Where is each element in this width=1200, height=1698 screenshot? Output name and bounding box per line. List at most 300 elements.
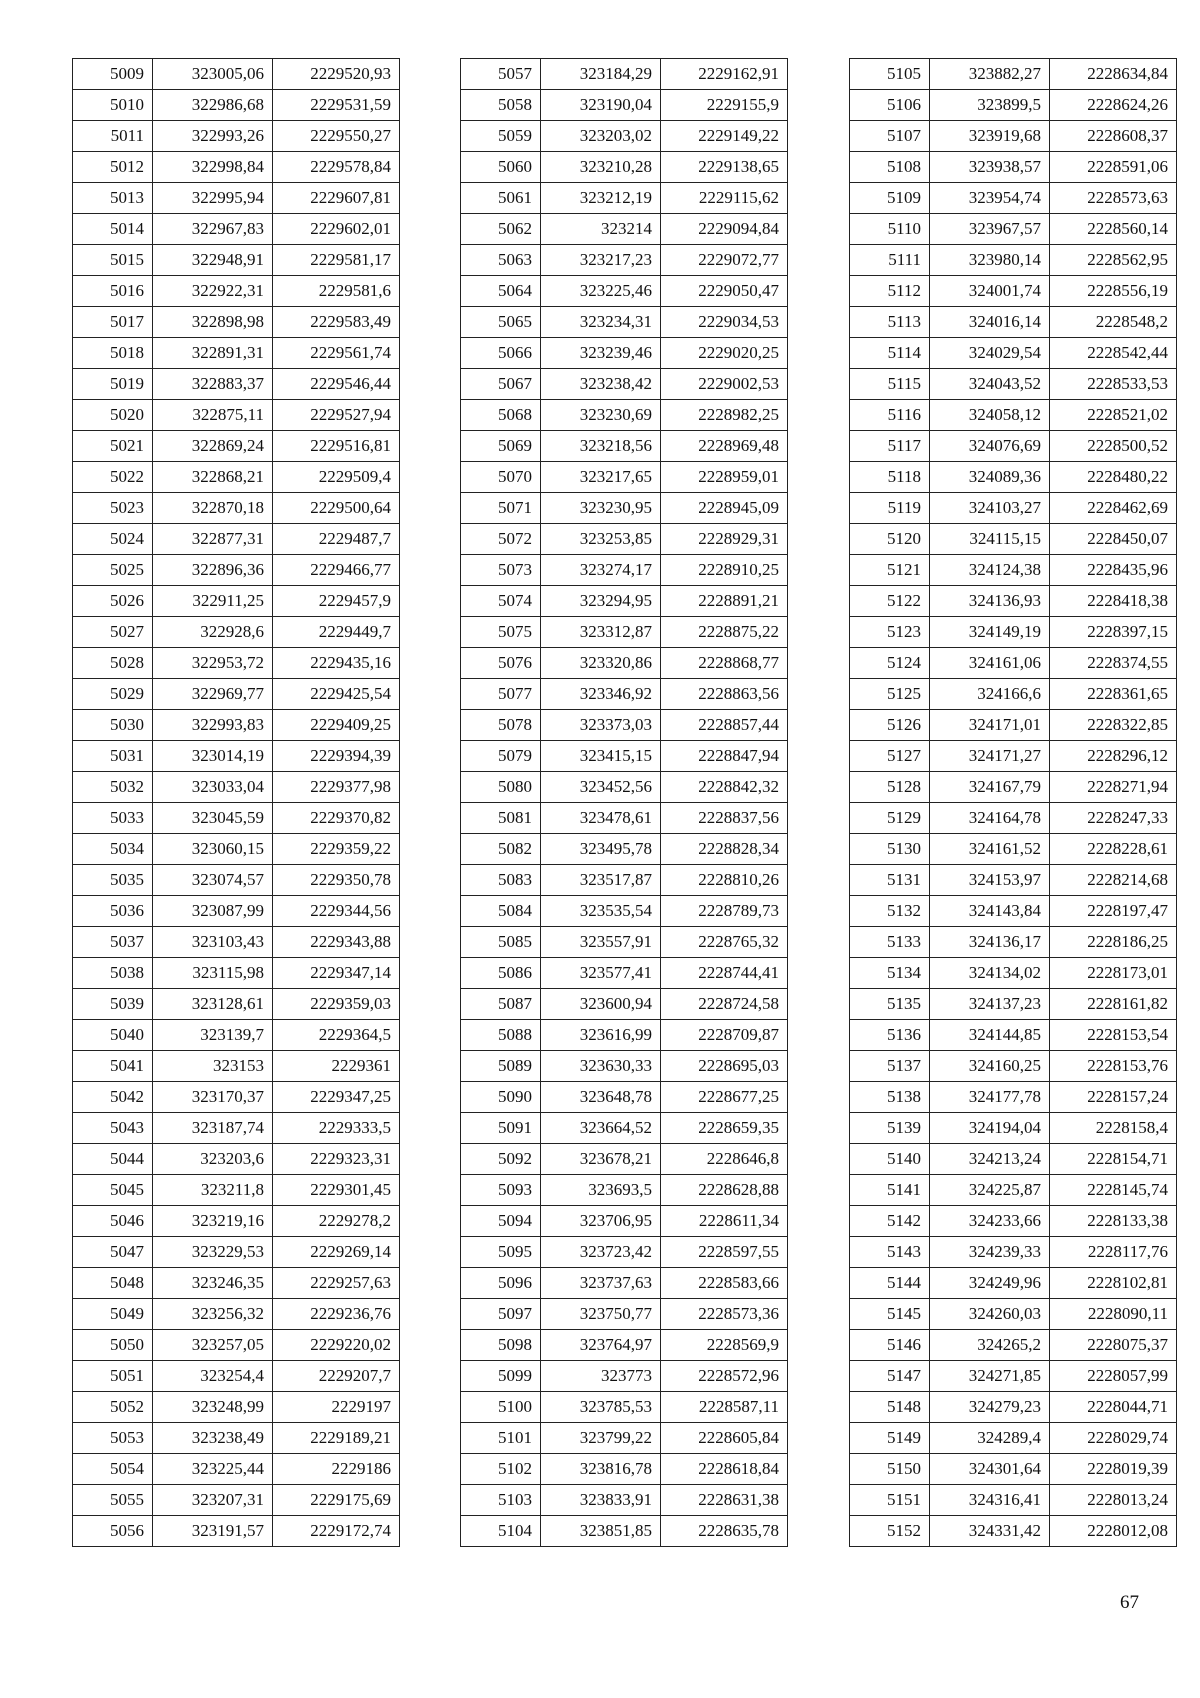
point-number-cell: 5045 [73, 1175, 153, 1206]
table-row [850, 1454, 1177, 1485]
y-coordinate-cell: 2229509,4 [273, 462, 400, 493]
y-coordinate-cell: 2229578,84 [273, 152, 400, 183]
x-coordinate-cell: 323919,68 [930, 121, 1050, 152]
table-row [73, 586, 400, 617]
table-row [73, 1330, 400, 1361]
x-coordinate-cell: 323229,53 [153, 1237, 273, 1268]
y-coordinate-cell: 2229020,25 [661, 338, 788, 369]
point-number-cell: 5128 [850, 772, 930, 803]
y-coordinate-cell: 2228562,95 [1050, 245, 1177, 276]
x-coordinate-cell: 322870,18 [153, 493, 273, 524]
table-row [850, 121, 1177, 152]
table-row [461, 1206, 788, 1237]
point-number-cell: 5094 [461, 1206, 541, 1237]
x-coordinate-cell: 323005,06 [153, 59, 273, 90]
y-coordinate-cell: 2228810,26 [661, 865, 788, 896]
table-row [73, 648, 400, 679]
y-coordinate-cell: 2229359,22 [273, 834, 400, 865]
y-coordinate-cell: 2228847,94 [661, 741, 788, 772]
y-coordinate-cell: 2228569,9 [661, 1330, 788, 1361]
y-coordinate-cell: 2229359,03 [273, 989, 400, 1020]
table-row [73, 1516, 400, 1547]
table-row [461, 1020, 788, 1051]
point-number-cell: 5147 [850, 1361, 930, 1392]
point-number-cell: 5112 [850, 276, 930, 307]
x-coordinate-cell: 323248,99 [153, 1392, 273, 1423]
table-row [850, 1082, 1177, 1113]
table-row [73, 1051, 400, 1082]
y-coordinate-cell: 2228709,87 [661, 1020, 788, 1051]
y-coordinate-cell: 2228646,8 [661, 1144, 788, 1175]
y-coordinate-cell: 2229207,7 [273, 1361, 400, 1392]
point-number-cell: 5061 [461, 183, 541, 214]
table-row [73, 958, 400, 989]
point-number-cell: 5132 [850, 896, 930, 927]
y-coordinate-cell: 2228271,94 [1050, 772, 1177, 803]
y-coordinate-cell: 2228959,01 [661, 462, 788, 493]
x-coordinate-cell: 324177,78 [930, 1082, 1050, 1113]
x-coordinate-cell: 324249,96 [930, 1268, 1050, 1299]
table-row [850, 741, 1177, 772]
point-number-cell: 5137 [850, 1051, 930, 1082]
x-coordinate-cell: 324136,17 [930, 927, 1050, 958]
point-number-cell: 5104 [461, 1516, 541, 1547]
table-row [73, 617, 400, 648]
x-coordinate-cell: 322896,36 [153, 555, 273, 586]
point-number-cell: 5119 [850, 493, 930, 524]
y-coordinate-cell: 2228608,37 [1050, 121, 1177, 152]
point-number-cell: 5135 [850, 989, 930, 1020]
table-row [461, 586, 788, 617]
point-number-cell: 5034 [73, 834, 153, 865]
point-number-cell: 5051 [73, 1361, 153, 1392]
x-coordinate-cell: 324194,04 [930, 1113, 1050, 1144]
table-row [850, 1392, 1177, 1423]
x-coordinate-cell: 324279,23 [930, 1392, 1050, 1423]
y-coordinate-cell: 2229050,47 [661, 276, 788, 307]
x-coordinate-cell: 323495,78 [541, 834, 661, 865]
y-coordinate-cell: 2229344,56 [273, 896, 400, 927]
point-number-cell: 5149 [850, 1423, 930, 1454]
point-number-cell: 5027 [73, 617, 153, 648]
x-coordinate-cell: 323967,57 [930, 214, 1050, 245]
x-coordinate-cell: 324167,79 [930, 772, 1050, 803]
x-coordinate-cell: 323577,41 [541, 958, 661, 989]
y-coordinate-cell: 2228296,12 [1050, 741, 1177, 772]
x-coordinate-cell: 324265,2 [930, 1330, 1050, 1361]
table-row [850, 1113, 1177, 1144]
y-coordinate-cell: 2228322,85 [1050, 710, 1177, 741]
x-coordinate-cell: 323203,6 [153, 1144, 273, 1175]
x-coordinate-cell: 323899,5 [930, 90, 1050, 121]
table-row [461, 524, 788, 555]
x-coordinate-cell: 323816,78 [541, 1454, 661, 1485]
point-number-cell: 5025 [73, 555, 153, 586]
y-coordinate-cell: 2229527,94 [273, 400, 400, 431]
point-number-cell: 5017 [73, 307, 153, 338]
x-coordinate-cell: 323415,15 [541, 741, 661, 772]
x-coordinate-cell: 322967,83 [153, 214, 273, 245]
y-coordinate-cell: 2229115,62 [661, 183, 788, 214]
x-coordinate-cell: 323210,28 [541, 152, 661, 183]
y-coordinate-cell: 2228635,78 [661, 1516, 788, 1547]
x-coordinate-cell: 324103,27 [930, 493, 1050, 524]
x-coordinate-cell: 324316,41 [930, 1485, 1050, 1516]
table-row [73, 1361, 400, 1392]
table-row [850, 1175, 1177, 1206]
y-coordinate-cell: 2228789,73 [661, 896, 788, 927]
x-coordinate-cell: 322993,83 [153, 710, 273, 741]
x-coordinate-cell: 323320,86 [541, 648, 661, 679]
point-number-cell: 5024 [73, 524, 153, 555]
x-coordinate-cell: 323060,15 [153, 834, 273, 865]
point-number-cell: 5041 [73, 1051, 153, 1082]
x-coordinate-cell: 322995,94 [153, 183, 273, 214]
point-number-cell: 5067 [461, 369, 541, 400]
x-coordinate-cell: 323128,61 [153, 989, 273, 1020]
table-row [73, 431, 400, 462]
point-number-cell: 5138 [850, 1082, 930, 1113]
table-row [461, 1423, 788, 1454]
point-number-cell: 5057 [461, 59, 541, 90]
table-row [461, 1299, 788, 1330]
y-coordinate-cell: 2229435,16 [273, 648, 400, 679]
x-coordinate-cell: 322898,98 [153, 307, 273, 338]
table-row [73, 400, 400, 431]
table-row [850, 183, 1177, 214]
y-coordinate-cell: 2228891,21 [661, 586, 788, 617]
table-row [461, 400, 788, 431]
y-coordinate-cell: 2229581,17 [273, 245, 400, 276]
point-number-cell: 5101 [461, 1423, 541, 1454]
point-number-cell: 5127 [850, 741, 930, 772]
y-coordinate-cell: 2228533,53 [1050, 369, 1177, 400]
x-coordinate-cell: 323616,99 [541, 1020, 661, 1051]
table-row [461, 865, 788, 896]
table-row [73, 803, 400, 834]
point-number-cell: 5130 [850, 834, 930, 865]
y-coordinate-cell: 2228013,24 [1050, 1485, 1177, 1516]
x-coordinate-cell: 323980,14 [930, 245, 1050, 276]
point-number-cell: 5151 [850, 1485, 930, 1516]
table-row [73, 121, 400, 152]
point-number-cell: 5065 [461, 307, 541, 338]
table-row [461, 710, 788, 741]
table-row [850, 710, 1177, 741]
table-row [850, 276, 1177, 307]
point-number-cell: 5009 [73, 59, 153, 90]
x-coordinate-cell: 323190,04 [541, 90, 661, 121]
y-coordinate-cell: 2229364,5 [273, 1020, 400, 1051]
x-coordinate-cell: 324225,87 [930, 1175, 1050, 1206]
x-coordinate-cell: 323664,52 [541, 1113, 661, 1144]
point-number-cell: 5070 [461, 462, 541, 493]
point-number-cell: 5080 [461, 772, 541, 803]
y-coordinate-cell: 2228158,4 [1050, 1113, 1177, 1144]
y-coordinate-cell: 2228618,84 [661, 1454, 788, 1485]
point-number-cell: 5089 [461, 1051, 541, 1082]
y-coordinate-cell: 2228197,47 [1050, 896, 1177, 927]
x-coordinate-cell: 323074,57 [153, 865, 273, 896]
table-row [850, 338, 1177, 369]
point-number-cell: 5048 [73, 1268, 153, 1299]
x-coordinate-cell: 322875,11 [153, 400, 273, 431]
table-row [461, 1144, 788, 1175]
table-row [850, 1423, 1177, 1454]
table-row [850, 400, 1177, 431]
x-coordinate-cell: 323246,35 [153, 1268, 273, 1299]
point-number-cell: 5039 [73, 989, 153, 1020]
y-coordinate-cell: 2229425,54 [273, 679, 400, 710]
x-coordinate-cell: 323478,61 [541, 803, 661, 834]
y-coordinate-cell: 2228075,37 [1050, 1330, 1177, 1361]
y-coordinate-cell: 2228012,08 [1050, 1516, 1177, 1547]
point-number-cell: 5086 [461, 958, 541, 989]
point-number-cell: 5064 [461, 276, 541, 307]
point-number-cell: 5012 [73, 152, 153, 183]
x-coordinate-cell: 322868,21 [153, 462, 273, 493]
x-coordinate-cell: 323630,33 [541, 1051, 661, 1082]
y-coordinate-cell: 2228102,81 [1050, 1268, 1177, 1299]
point-number-cell: 5100 [461, 1392, 541, 1423]
point-number-cell: 5031 [73, 741, 153, 772]
y-coordinate-cell: 2229186 [273, 1454, 400, 1485]
table-row [461, 1113, 788, 1144]
point-number-cell: 5118 [850, 462, 930, 493]
table-row [850, 493, 1177, 524]
point-number-cell: 5079 [461, 741, 541, 772]
y-coordinate-cell: 2229602,01 [273, 214, 400, 245]
y-coordinate-cell: 2228572,96 [661, 1361, 788, 1392]
y-coordinate-cell: 2228173,01 [1050, 958, 1177, 989]
y-coordinate-cell: 2229520,93 [273, 59, 400, 90]
table-row [73, 90, 400, 121]
x-coordinate-cell: 323294,95 [541, 586, 661, 617]
point-number-cell: 5139 [850, 1113, 930, 1144]
point-number-cell: 5136 [850, 1020, 930, 1051]
point-number-cell: 5146 [850, 1330, 930, 1361]
point-number-cell: 5113 [850, 307, 930, 338]
table-row [850, 431, 1177, 462]
x-coordinate-cell: 323693,5 [541, 1175, 661, 1206]
x-coordinate-cell: 323773 [541, 1361, 661, 1392]
table-row [461, 1361, 788, 1392]
x-coordinate-cell: 323238,42 [541, 369, 661, 400]
y-coordinate-cell: 2228480,22 [1050, 462, 1177, 493]
y-coordinate-cell: 2229155,9 [661, 90, 788, 121]
point-number-cell: 5126 [850, 710, 930, 741]
point-number-cell: 5011 [73, 121, 153, 152]
x-coordinate-cell: 323737,63 [541, 1268, 661, 1299]
point-number-cell: 5133 [850, 927, 930, 958]
point-number-cell: 5040 [73, 1020, 153, 1051]
y-coordinate-cell: 2229301,45 [273, 1175, 400, 1206]
y-coordinate-cell: 2229361 [273, 1051, 400, 1082]
table-row [461, 1175, 788, 1206]
table-row [850, 524, 1177, 555]
point-number-cell: 5054 [73, 1454, 153, 1485]
x-coordinate-cell: 324239,33 [930, 1237, 1050, 1268]
y-coordinate-cell: 2228857,44 [661, 710, 788, 741]
coordinates-table-1 [72, 58, 400, 1547]
point-number-cell: 5030 [73, 710, 153, 741]
table-row [73, 1020, 400, 1051]
point-number-cell: 5078 [461, 710, 541, 741]
point-number-cell: 5038 [73, 958, 153, 989]
table-row [850, 1051, 1177, 1082]
point-number-cell: 5043 [73, 1113, 153, 1144]
y-coordinate-cell: 2229002,53 [661, 369, 788, 400]
x-coordinate-cell: 324001,74 [930, 276, 1050, 307]
y-coordinate-cell: 2228556,19 [1050, 276, 1177, 307]
table-row [461, 927, 788, 958]
point-number-cell: 5032 [73, 772, 153, 803]
point-number-cell: 5052 [73, 1392, 153, 1423]
x-coordinate-cell: 323219,16 [153, 1206, 273, 1237]
x-coordinate-cell: 324171,01 [930, 710, 1050, 741]
x-coordinate-cell: 324233,66 [930, 1206, 1050, 1237]
x-coordinate-cell: 323184,29 [541, 59, 661, 90]
y-coordinate-cell: 2228214,68 [1050, 865, 1177, 896]
table-row [73, 1082, 400, 1113]
y-coordinate-cell: 2229449,7 [273, 617, 400, 648]
table-row [461, 1330, 788, 1361]
point-number-cell: 5116 [850, 400, 930, 431]
point-number-cell: 5074 [461, 586, 541, 617]
point-number-cell: 5106 [850, 90, 930, 121]
table-row [850, 958, 1177, 989]
x-coordinate-cell: 323535,54 [541, 896, 661, 927]
point-number-cell: 5081 [461, 803, 541, 834]
y-coordinate-cell: 2229531,59 [273, 90, 400, 121]
y-coordinate-cell: 2228462,69 [1050, 493, 1177, 524]
x-coordinate-cell: 324164,78 [930, 803, 1050, 834]
x-coordinate-cell: 323212,19 [541, 183, 661, 214]
table-row [73, 214, 400, 245]
x-coordinate-cell: 324016,14 [930, 307, 1050, 338]
y-coordinate-cell: 2229236,76 [273, 1299, 400, 1330]
table-row [73, 183, 400, 214]
y-coordinate-cell: 2228019,39 [1050, 1454, 1177, 1485]
x-coordinate-cell: 323103,43 [153, 927, 273, 958]
y-coordinate-cell: 2229333,5 [273, 1113, 400, 1144]
table-row [73, 1392, 400, 1423]
table-row [850, 989, 1177, 1020]
x-coordinate-cell: 323230,95 [541, 493, 661, 524]
y-coordinate-cell: 2228521,02 [1050, 400, 1177, 431]
y-coordinate-cell: 2228605,84 [661, 1423, 788, 1454]
point-number-cell: 5142 [850, 1206, 930, 1237]
point-number-cell: 5069 [461, 431, 541, 462]
x-coordinate-cell: 323230,69 [541, 400, 661, 431]
y-coordinate-cell: 2228153,76 [1050, 1051, 1177, 1082]
point-number-cell: 5022 [73, 462, 153, 493]
y-coordinate-cell: 2228153,54 [1050, 1020, 1177, 1051]
table-row [73, 834, 400, 865]
table-row [850, 1485, 1177, 1516]
y-coordinate-cell: 2228659,35 [661, 1113, 788, 1144]
table-row [73, 1485, 400, 1516]
y-coordinate-cell: 2228724,58 [661, 989, 788, 1020]
point-number-cell: 5018 [73, 338, 153, 369]
table-row [850, 834, 1177, 865]
table-row [461, 958, 788, 989]
table-row [461, 1268, 788, 1299]
table-row [850, 1268, 1177, 1299]
y-coordinate-cell: 2228611,34 [661, 1206, 788, 1237]
table-row [850, 462, 1177, 493]
x-coordinate-cell: 324331,42 [930, 1516, 1050, 1547]
y-coordinate-cell: 2228500,52 [1050, 431, 1177, 462]
y-coordinate-cell: 2229343,88 [273, 927, 400, 958]
x-coordinate-cell: 323723,42 [541, 1237, 661, 1268]
x-coordinate-cell: 324089,36 [930, 462, 1050, 493]
point-number-cell: 5123 [850, 617, 930, 648]
x-coordinate-cell: 323257,05 [153, 1330, 273, 1361]
y-coordinate-cell: 2228583,66 [661, 1268, 788, 1299]
y-coordinate-cell: 2228842,32 [661, 772, 788, 803]
x-coordinate-cell: 323452,56 [541, 772, 661, 803]
table-row [461, 772, 788, 803]
y-coordinate-cell: 2229466,77 [273, 555, 400, 586]
table-row [850, 927, 1177, 958]
y-coordinate-cell: 2228548,2 [1050, 307, 1177, 338]
x-coordinate-cell: 323014,19 [153, 741, 273, 772]
y-coordinate-cell: 2228090,11 [1050, 1299, 1177, 1330]
point-number-cell: 5150 [850, 1454, 930, 1485]
x-coordinate-cell: 323256,32 [153, 1299, 273, 1330]
point-number-cell: 5131 [850, 865, 930, 896]
y-coordinate-cell: 2229278,2 [273, 1206, 400, 1237]
table-row [461, 90, 788, 121]
point-number-cell: 5143 [850, 1237, 930, 1268]
point-number-cell: 5046 [73, 1206, 153, 1237]
y-coordinate-cell: 2229175,69 [273, 1485, 400, 1516]
y-coordinate-cell: 2229394,39 [273, 741, 400, 772]
table-row [73, 555, 400, 586]
y-coordinate-cell: 2228765,32 [661, 927, 788, 958]
x-coordinate-cell: 323600,94 [541, 989, 661, 1020]
point-number-cell: 5073 [461, 555, 541, 586]
table-row [73, 865, 400, 896]
point-number-cell: 5122 [850, 586, 930, 617]
x-coordinate-cell: 323833,91 [541, 1485, 661, 1516]
x-coordinate-cell: 323217,65 [541, 462, 661, 493]
table-row [850, 1361, 1177, 1392]
x-coordinate-cell: 322911,25 [153, 586, 273, 617]
x-coordinate-cell: 323648,78 [541, 1082, 661, 1113]
table-row [73, 493, 400, 524]
point-number-cell: 5095 [461, 1237, 541, 1268]
table-row [73, 1206, 400, 1237]
point-number-cell: 5140 [850, 1144, 930, 1175]
point-number-cell: 5076 [461, 648, 541, 679]
table-row [73, 1175, 400, 1206]
point-number-cell: 5062 [461, 214, 541, 245]
y-coordinate-cell: 2229487,7 [273, 524, 400, 555]
point-number-cell: 5058 [461, 90, 541, 121]
table-row [461, 462, 788, 493]
y-coordinate-cell: 2229347,14 [273, 958, 400, 989]
point-number-cell: 5037 [73, 927, 153, 958]
point-number-cell: 5056 [73, 1516, 153, 1547]
y-coordinate-cell: 2229409,25 [273, 710, 400, 741]
x-coordinate-cell: 324058,12 [930, 400, 1050, 431]
point-number-cell: 5144 [850, 1268, 930, 1299]
x-coordinate-cell: 323170,37 [153, 1082, 273, 1113]
x-coordinate-cell: 323238,49 [153, 1423, 273, 1454]
table-row [73, 245, 400, 276]
